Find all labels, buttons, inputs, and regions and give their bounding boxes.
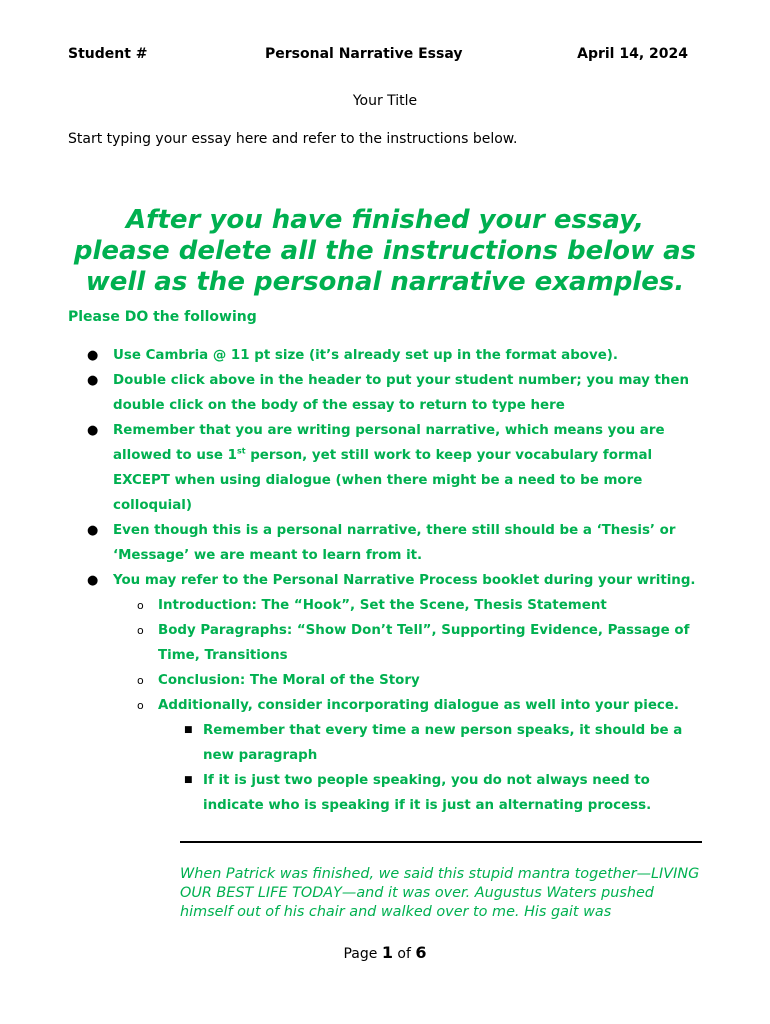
list-item-text: You may refer to the Personal Narrative Process booklet during your writing. [113, 573, 696, 588]
bullet-icon: ● [87, 423, 99, 438]
instructions-list [68, 343, 708, 818]
current-page-number: 1 [381, 943, 393, 962]
list-item-text-part: Remember that you are writing personal narrative, which means you are allowed to use 1 [113, 423, 665, 463]
sub-list-item [113, 618, 708, 668]
warning-line: please delete all the instructions below as [73, 236, 697, 266]
list-item-text-part: person, yet still work to keep your vocabulary formal EXCEPT when using dialogue (when there might be a need to be more colloquial) [113, 448, 653, 513]
narrative-example-excerpt: When Patrick was finished, we said this stupid mantra together—LIVING OUR BEST LIFE TODAY—and it was over. Augustus Waters pushed himself out of his chair and walked over to me. His gait was [180, 866, 700, 920]
list-item-text: Double click above in the header to put your student number; you may then double click on the body of the essay to return to type here [113, 373, 690, 413]
list-item [68, 368, 708, 418]
sub-list-item-text: Introduction: The “Hook”, Set the Scene, Thesis Statement [158, 598, 607, 613]
bullet-icon: ● [87, 523, 99, 538]
sub-sub-list-item-text: If it is just two people speaking, you do not always need to indicate who is speaking if it is just an alternating process. [203, 773, 652, 813]
essay-body-placeholder[interactable]: Start typing your essay here and refer to the instructions below. [68, 131, 518, 147]
sub-list-item [113, 668, 708, 693]
footer-prefix: Page [343, 946, 382, 962]
circle-bullet-icon: o [137, 624, 144, 637]
sub-list-item-text: Body Paragraphs: “Show Don’t Tell”, Supporting Evidence, Passage of Time, Transitions [158, 623, 690, 663]
sub-sub-list-item-text: Remember that every time a new person speaks, it should be a new paragraph [203, 723, 683, 763]
sub-sub-list-item [158, 718, 708, 768]
horizontal-divider [180, 841, 702, 843]
circle-bullet-icon: o [137, 699, 144, 712]
circle-bullet-icon: o [137, 674, 144, 687]
page-header[interactable] [68, 46, 702, 66]
list-item [68, 568, 708, 818]
square-bullet-icon: ■ [184, 775, 193, 785]
sub-list-item-text: Conclusion: The Moral of the Story [158, 673, 420, 688]
sub-list-item-text: Additionally, consider incorporating dialogue as well into your piece. [158, 698, 680, 713]
header-essay-type: Personal Narrative Essay [265, 46, 463, 62]
circle-bullet-icon: o [137, 599, 144, 612]
superscript: st [236, 446, 246, 456]
instructions-heading: Please DO the following [68, 309, 257, 325]
total-page-count: 6 [415, 943, 427, 962]
list-item-text: Even though this is a personal narrative, there still should be a ‘Thesis’ or ‘Message’ we are meant to learn from it. [113, 523, 676, 563]
list-item [68, 343, 708, 368]
bullet-icon: ● [87, 573, 99, 588]
bullet-icon: ● [87, 348, 99, 363]
warning-line: After you have finished your essay, [126, 205, 644, 235]
warning-line: well as the personal narrative examples. [85, 267, 685, 297]
bullet-icon: ● [87, 373, 99, 388]
list-item-text: Use Cambria @ 11 pt size (it’s already set up in the format above). [113, 348, 619, 363]
list-item [68, 418, 708, 518]
sub-sub-list-item [158, 768, 708, 818]
sub-list-item [113, 593, 708, 618]
essay-title[interactable]: Your Title [352, 93, 418, 109]
delete-instructions-warning [60, 205, 710, 298]
list-item-text [113, 423, 665, 513]
page-footer [0, 943, 770, 962]
square-bullet-icon: ■ [184, 725, 193, 735]
footer-of: of [392, 946, 416, 962]
list-item [68, 518, 708, 568]
header-student-number[interactable]: Student # [68, 46, 148, 62]
sub-list-item [113, 693, 708, 818]
header-date: April 14, 2024 [577, 46, 688, 62]
